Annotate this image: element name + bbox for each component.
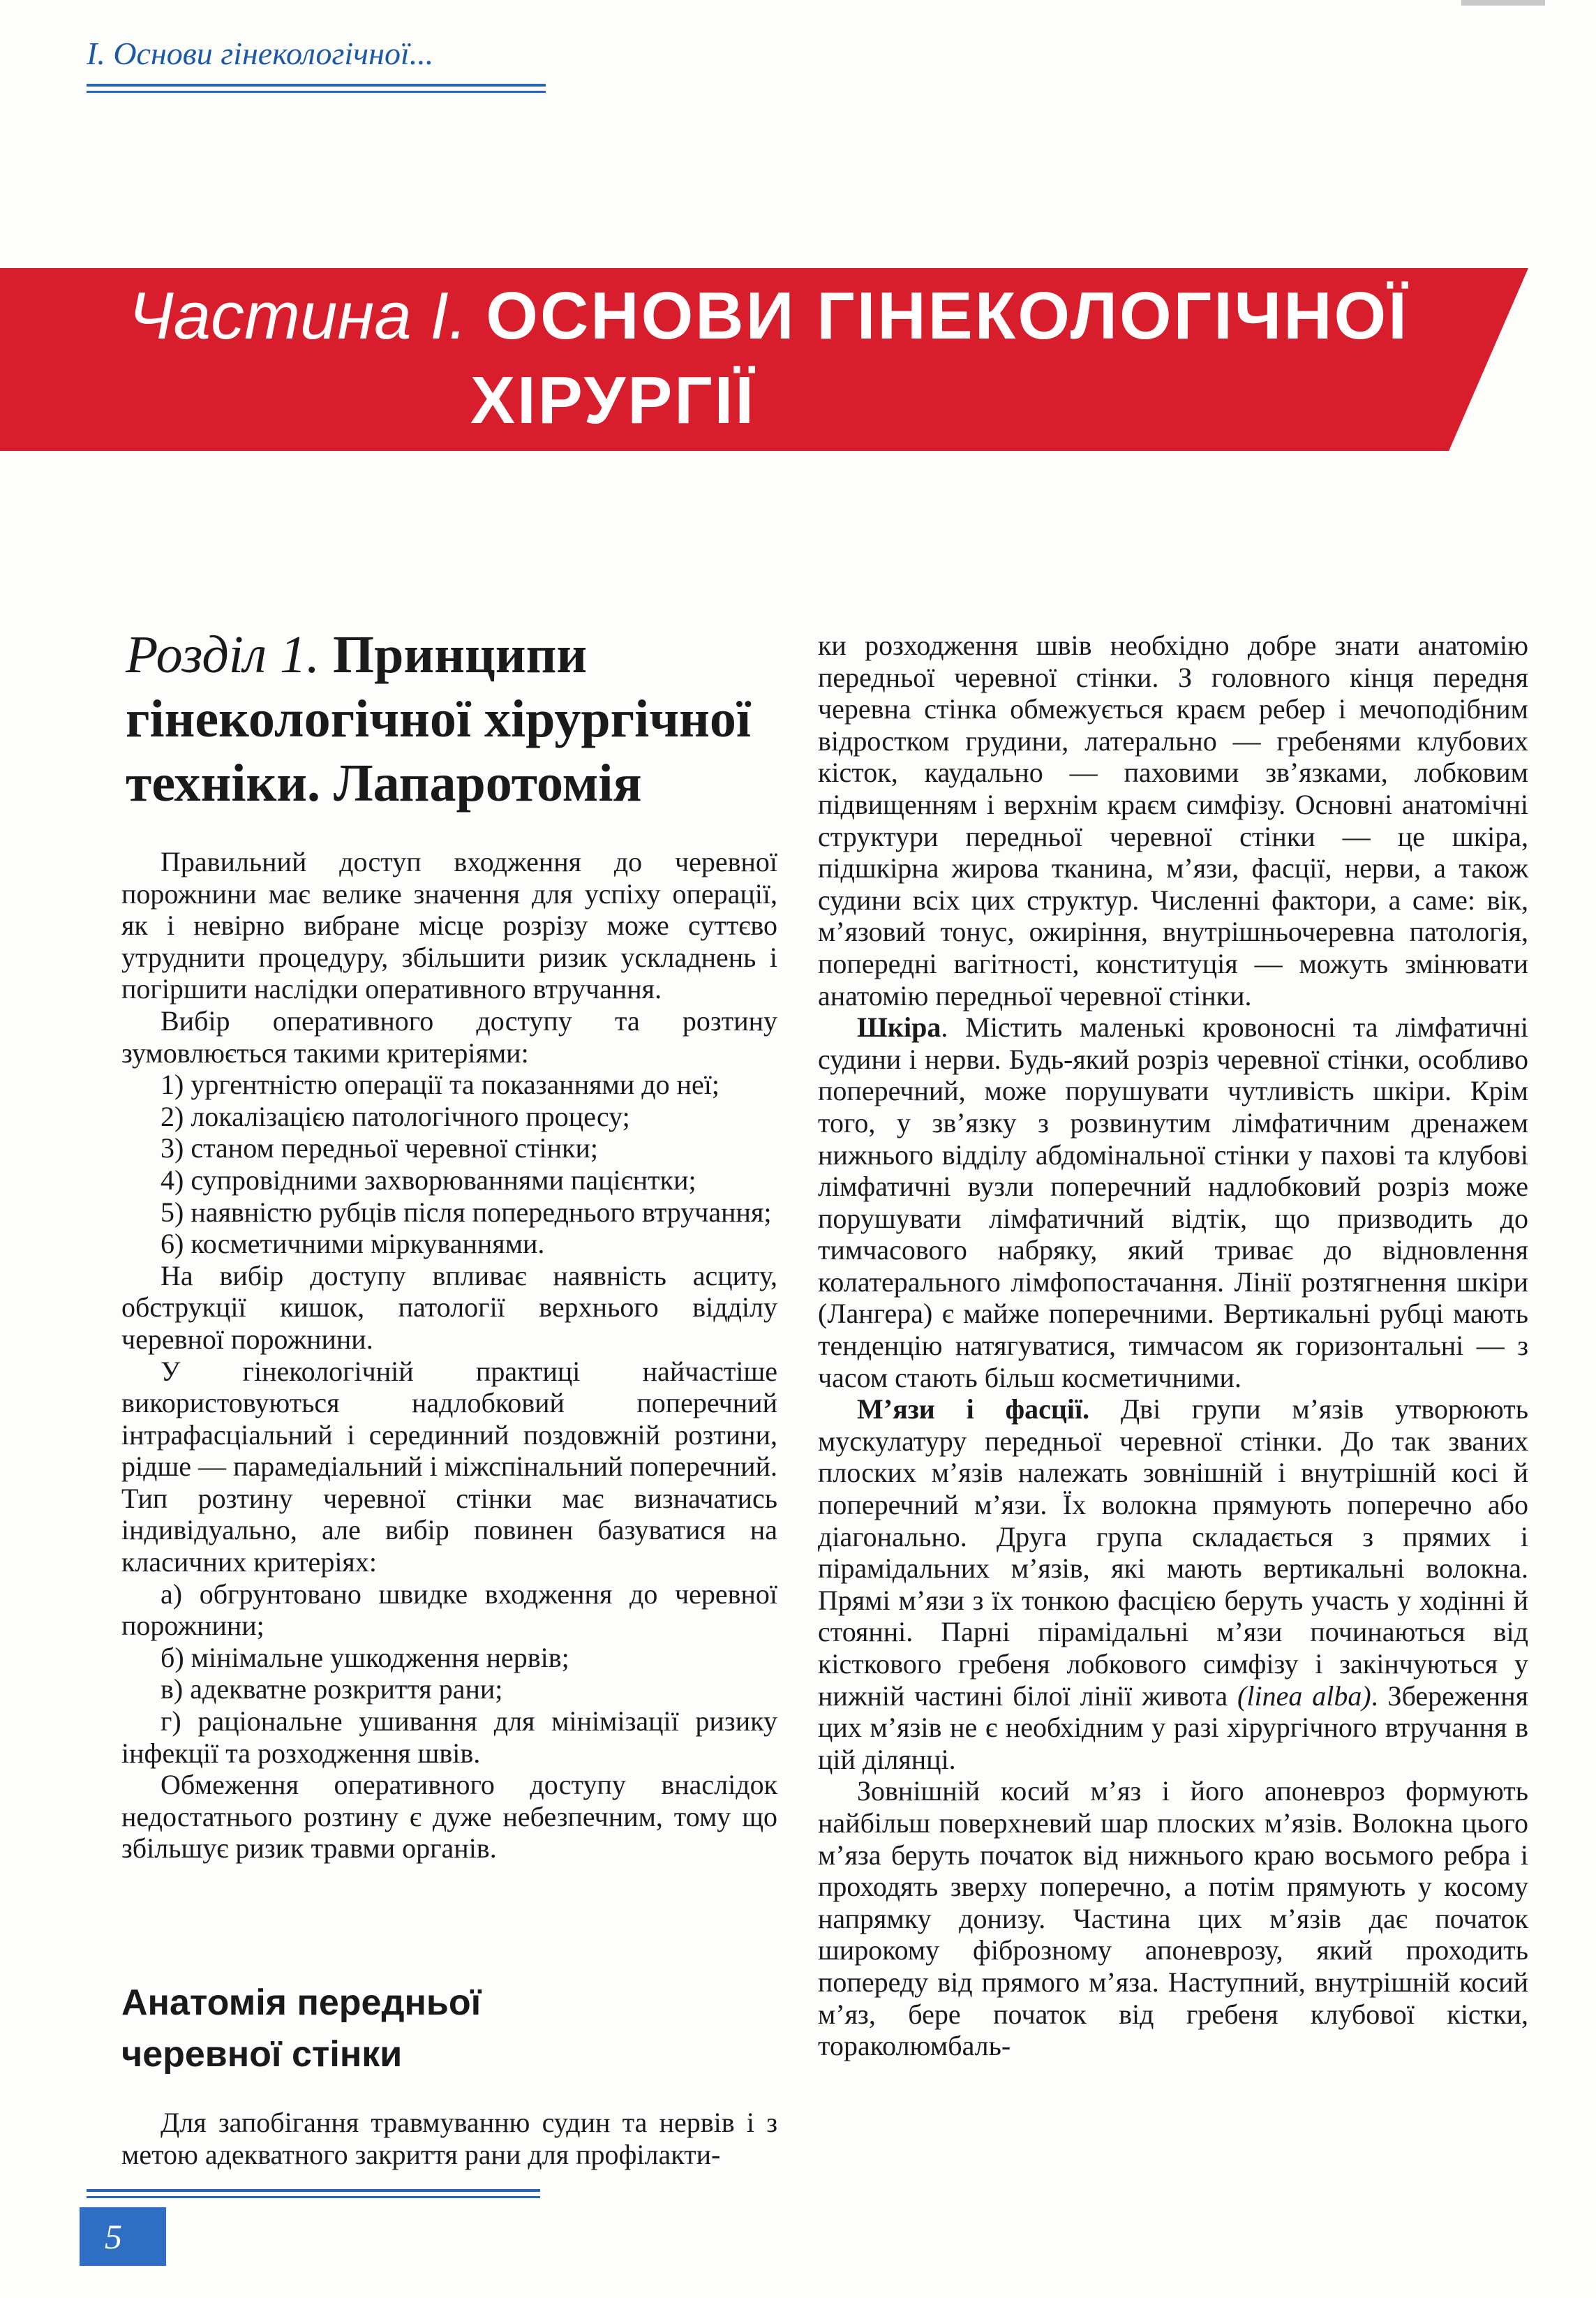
term-bold: Шкіра (857, 1011, 941, 1044)
chapter-prefix: Розділ 1. (126, 625, 320, 684)
term-bold: М’язи і фасції. (857, 1393, 1090, 1425)
chapter-title (126, 623, 782, 815)
list-item: 5) наявністю рубців після попереднього втручання; (161, 1196, 772, 1228)
footer-rule-secondary (87, 2196, 540, 2198)
page-number: 5 (80, 2207, 166, 2266)
paragraph: Зовнішній косий м’яз і його апоневроз формують найбільш поверхневий шар плоских м’язів. Волокна цього м’яза беруть початок від нижнього краю восьмого ребра і проходять зверху поперечно, а потім прямують у косому напрямку донизу. Частина цих м’язів дає початок широкому фіброзному апоневрозу, який проходить попереду від прямого м’яза. Наступний, внутрішній косий м’яз, бере початок від гребеня клубової кістки, тораколюмбаль- (818, 1775, 1528, 2062)
part-prefix: Частина I. (128, 279, 468, 353)
latin-term: (linea alba) (1237, 1680, 1371, 1712)
list-item: б) мінімальне ушкодження нервів; (161, 1641, 569, 1673)
part-title-line2: ХІРУРГІЇ (470, 363, 756, 438)
right-column-body (818, 630, 1528, 2062)
paragraph-text: . Збереження цих м’язів не є необхідним у разі хірургічного втручання в цій ділянці. (818, 1680, 1529, 1775)
section-heading (121, 1977, 777, 2080)
part-title-main: ОСНОВИ ГІНЕКОЛОГІЧНОЇ (486, 279, 1409, 353)
paragraph: На вибір доступу впливає наявність асциту, обструкції кишок, патології верхнього відділу черевної порожнини. (121, 1259, 777, 1355)
paragraph (818, 1011, 1528, 1393)
header-rule-secondary (87, 91, 546, 93)
paragraph (818, 1393, 1528, 1775)
list-item: а) обгрунтовано швидке входження до черевної порожнини; (121, 1578, 777, 1642)
scan-corner-mark (1461, 0, 1545, 6)
left-column-body (121, 846, 777, 1865)
paragraph-text: . Містить маленькі кровоносні та лімфатичні судини і нерви. Будь-який розріз черевної стінки, особливо поперечний, може порушувати чутливість шкіри. Крім того, у зв’язку з розвинутим лімфатичним дренажем нижнього відділу абдомінальної стінки у пахові та клубові лімфатичні вузли поперечний надлобковий розріз може порушувати лімфатичний відтік, що призводить до тимчасового набряку, який триває до відновлення колатерального лімфопостачання. Лінії розтягнення шкіри (Лангера) є майже поперечними. Вертикальні рубці мають тенденцію натягуватися, тимчасом як горизонтальні — з часом стають більш косметичними. (818, 1011, 1528, 1393)
list-item: 4) супровідними захворюваннями пацієнтки; (161, 1164, 696, 1196)
section-heading-line1: Анатомія передньої (121, 1982, 482, 2023)
part-title-line1 (128, 277, 1409, 355)
paragraph-text: Дві групи м’язів утворюють мускулатуру передньої черевної стінки. До так званих плоских м’язів належать зовнішній і внутрішній косі й поперечний м’язи. Їх волокна прямують поперечно або діагонально. Друга група складається з прямих і пірамідальних м’язів, які мають вертикальні волокна. Прямі м’язи з їх тонкою фасцією беруть участь у ходінні й стоянні. Парні пірамідальні м’язи починаються від кісткового гребеня лобкового симфізу і закінчуються у нижній частині білої лінії живота (818, 1393, 1528, 1712)
paragraph: Правильний доступ входження до черевної порожнини має велике значення для успіху операції, як і невірно вибране місце розрізу може суттєво утруднити процедуру, збільшити ризик ускладнень і погіршити наслідки оперативного втручання. (121, 846, 777, 1005)
paragraph: У гінекологічній практиці найчастіше використовуються надлобковий поперечний інтрафасціальний і серединний поздовжній розтини, рідше — парамедіальний і міжспінальний поперечний. Тип розтину черевної стінки має визначатись індивідуально, але вибір повинен базуватися на класичних критеріях: (121, 1355, 777, 1578)
paragraph: ки розходження швів необхідно добре знати анатомію передньої черевної стінки. З головного кінця передня черевна стінка обмежується краєм ребер і мечоподібним відростком грудини, латерально — гребенями клубових кісток, каудально — паховими зв’язками, лобковим підвищенням і верхнім краєм симфізу. Основні анатомічні структури передньої черевної стінки — це шкіра, підшкірна жирова тканина, м’язи, фасції, нерви, а також судини всіх цих структур. Численні фактори, а саме: вік, м’язовий тонус, ожиріння, внутрішньочеревна патологія, попередні вагітності, конституція — можуть змінювати анатомію передньої черевної стінки. (818, 630, 1528, 1011)
paragraph: Обмеження оперативного доступу внаслідок недостатнього розтину є дуже небезпечним, тому що збільшує ризик травми органів. (121, 1769, 777, 1865)
chapter-title-line2: гінекологічної хірургічної (126, 690, 752, 748)
list-item: г) раціональне ушивання для мінімізації ризику інфекції та розходження швів. (121, 1705, 777, 1769)
paragraph: Для запобігання травмуванню судин та нервів і з метою адекватного закриття рани для профілакти- (121, 2107, 777, 2170)
list-item: в) адекватне розкриття рани; (161, 1673, 503, 1705)
section-heading-line2: черевної стінки (121, 2034, 403, 2075)
chapter-title-line1: Принципи (333, 625, 588, 684)
chapter-title-line3: техніки. Лапаротомія (126, 754, 642, 813)
paragraph: Вибір оперативного доступу та розтину зумовлюється такими критеріями: (121, 1005, 777, 1069)
list-item: 3) станом передньої черевної стінки; (161, 1132, 598, 1164)
header-rule (87, 84, 546, 87)
list-item: 2) локалізацією патологічного процесу; (161, 1100, 630, 1132)
running-head: I. Основи гінекологічної... (87, 36, 434, 71)
left-column-tail (121, 2107, 777, 2170)
list-item: 6) косметичними міркуваннями. (161, 1228, 545, 1260)
footer-rule (87, 2189, 540, 2192)
list-item: 1) ургентністю операції та показаннями до неї; (161, 1069, 719, 1101)
